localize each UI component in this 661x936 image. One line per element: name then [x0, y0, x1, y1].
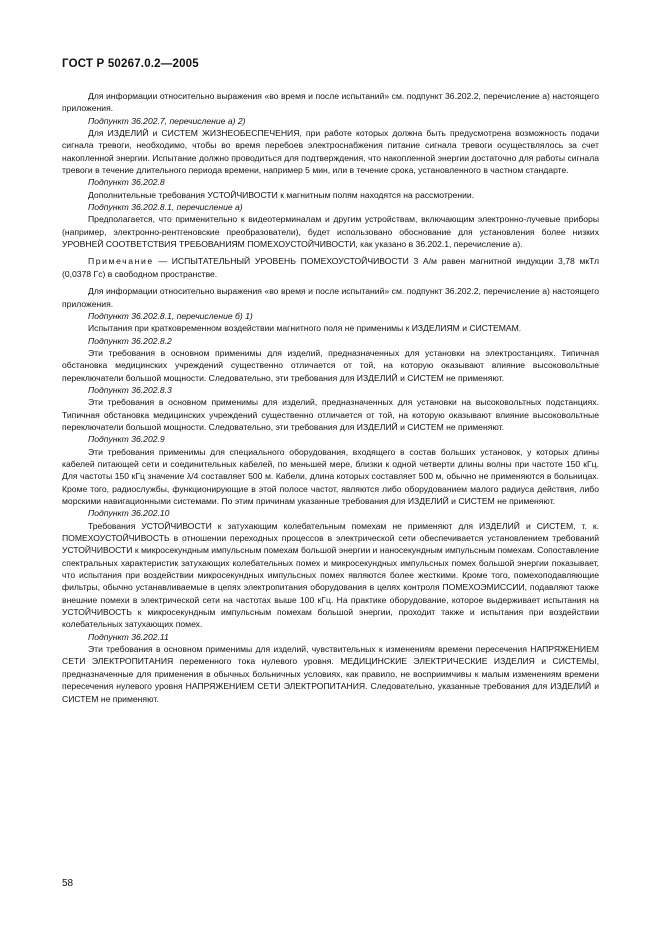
paragraph: Для информации относительно выражения «во время и после испытаний» см. подпункт 36.202.2, перечисление а) настоящего приложения.: [62, 286, 599, 309]
paragraph: Испытания при кратковременном воздействии магнитного поля не применимы к ИЗДЕЛИЯМ и СИСТЕМАМ.: [88, 323, 522, 334]
paragraph: Требования УСТОЙЧИВОСТИ к затухающим колебательным помехам не применяют для ИЗДЕЛИЙ и СИСТЕМ, т. к. ПОМЕХОУСТОЙЧИВОСТЬ в отношении переходных процессов в электрической сети обеспечивается установлением требований УСТОЙЧИВОСТИ к микросекундным импульсным помехам большой энергии и наносекундным импульсным помехам. Сопоставление спектральных характеристик затухающих колебательных помех и микросекундных импульсных помех большой энергии показывает, что испытания при воздействии микросекундных импульсных помех являются более жесткими. Кроме того, помехоподавляющие фильтры, обычно устанавливаемые в цепях электропитания оборудования в целях контроля ПОМЕХОЭМИССИИ, подавляют также внешние помехи в электрической сети на частотах выше 100 кГц. На практике оборудование, которое выдерживает испытания на УСТОЙЧИВОСТЬ к микросекундным импульсным помехам большой энергии, проходит также и испытания при воздействии колебательных затухающих помех.: [62, 520, 599, 630]
subclause-heading: Подпункт 36.202.10: [88, 508, 170, 519]
subclause-heading: Подпункт 36.202.11: [88, 631, 169, 642]
paragraph: Эти требования в основном применимы для изделий, предназначенных для установки на высоковольтных подстанциях. Типичная обстановка медицинских учреждений существенно отличается от той, на которую оказывают влияние высоковольтные переключатели большой мощности. Следовательно, эти требования для ИЗДЕЛИЙ и СИСТЕМ не применяют.: [62, 397, 599, 432]
paragraph: Для информации относительно выражения «во время и после испытаний» см. подпункт 36.202.2, перечисление а) настоящего приложения.: [62, 91, 599, 114]
note-paragraph: [62, 255, 599, 280]
subclause-heading: Подпункт 36.202.8.1, перечисление б) 1): [88, 310, 253, 321]
paragraph: Для ИЗДЕЛИЙ и СИСТЕМ ЖИЗНЕОБЕСПЕЧЕНИЯ, при работе которых должна быть предусмотрена возможность подачи сигнала тревоги, необходимо, чтобы во время перебоев электроснабжения питание сигнала тревоги осуществлялось за счет накопленной энергии. Испытание должно проводиться для подтверждения, что накопленной энергии достаточно для работы сигнала тревоги в течение длительного периода времени, например 5 мин, или в течение срока, установленного в частном стандарте.: [62, 128, 599, 176]
paragraph: Эти требования в основном применимы для изделий, чувствительных к изменениям времени пересечения НАПРЯЖЕНИЕМ СЕТИ ЭЛЕКТРОПИТАНИЯ переменного тока нулевого уровня. МЕДИЦИНСКИЕ ЭЛЕКТРИЧЕСКИЕ ИЗДЕЛИЯ и СИСТЕМЫ, предназначенные для применения в обычных больничных условиях, как правило, не восприимчивы к малым изменениям времени пересечения нулевого уровня НАПРЯЖЕНИЕМ СЕТИ ЭЛЕКТРОПИТАНИЯ. Следовательно, указанные требования для ИЗДЕЛИЙ и СИСТЕМ не применяют.: [62, 644, 599, 704]
subclause-heading: Подпункт 36.202.8.2: [88, 335, 172, 346]
page-number: 58: [62, 878, 74, 889]
paragraph: Предполагается, что применительно к видеотерминалам и другим устройствам, включающим электронно-лучевые приборы (например, электронно-рентгеновские преобразователи), будет использовано обоснование для установления более низких УРОВНЕЙ СООТВЕТСТВИЯ ТРЕБОВАНИЯМ ПОМЕХОУСТОЙЧИВОСТИ, как указано в 36.202.1, перечисление а).: [62, 214, 599, 250]
subclause-heading: Подпункт 36.202.9: [88, 434, 165, 445]
paragraph: Эти требования применимы для специального оборудования, входящего в состав больших установок, у которых длины кабелей питающей сети и соединительных кабелей, по меньшей мере, близки к одной четверти длины волны при частоте 150 кГц. Для частоты 150 кГц значение λ/4 составляет 500 м. Кабели, длина которых составляет 500 м, обычно не применяются в больницах. Кроме того, радиослужбы, функционирующие в этой полосе частот, являются либо оборудованием малого радиуса действия, либо морскими навигационными системами. По этим причинам указанные требования для ИЗДЕЛИЙ и СИСТЕМ не применяют.: [62, 446, 599, 506]
subclause-heading: Подпункт 36.202.8.3: [88, 384, 172, 395]
subclause-heading: Подпункт 36.202.8.1, перечисление а): [88, 202, 243, 213]
paragraph: Эти требования в основном применимы для изделий, предназначенных для установки на электростанциях. Типичная обстановка медицинских учреждений существенно отличается от той, на которую оказывают влияние высоковольтные переключатели большой мощности. Следовательно, эти требования для ИЗДЕЛИЙ и СИСТЕМ не применяют.: [62, 347, 599, 383]
note-label: Примечание: [88, 256, 154, 267]
note-text: — ИСПЫТАТЕЛЬНЫЙ УРОВЕНЬ ПОМЕХОУСТОЙЧИВОСТИ 3 А/м равен магнитной индукции 3,78 мкТл (0,0378 Гс) в свободном пространстве.: [62, 256, 599, 279]
subclause-heading: Подпункт 36.202.8: [88, 177, 165, 188]
document-body: [62, 90, 599, 705]
subclause-heading: Подпункт 36.202.7, перечисление а) 2): [88, 115, 246, 126]
paragraph: Дополнительные требования УСТОЙЧИВОСТИ к магнитным полям находятся на рассмотрении.: [88, 189, 475, 200]
document-header: ГОСТ Р 50267.0.2—2005: [62, 58, 199, 70]
